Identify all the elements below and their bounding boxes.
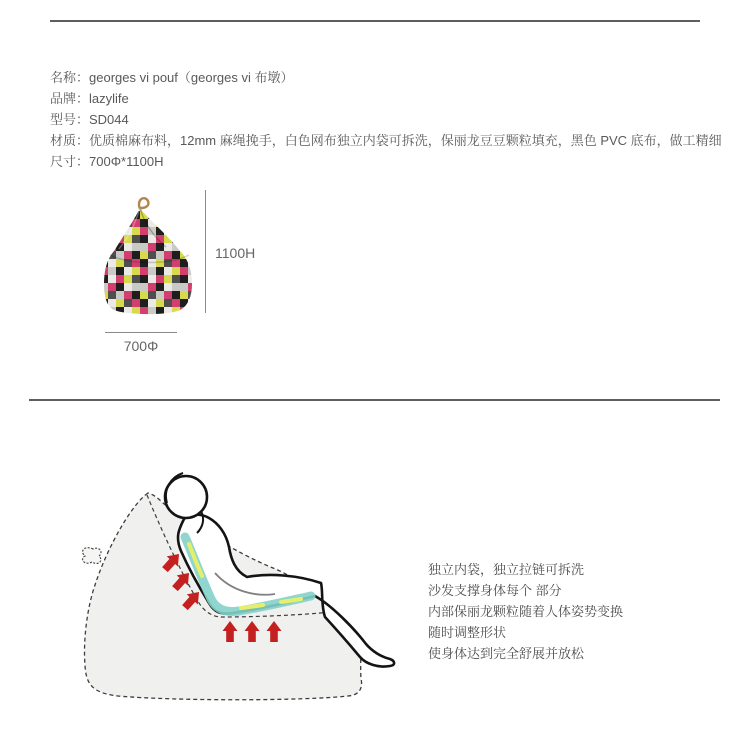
height-label: 1100H — [215, 245, 256, 261]
feature-line: 随时调整形状 — [428, 625, 507, 640]
feature-list — [428, 559, 623, 664]
feature-line: 使身体达到完全舒展并放松 — [428, 646, 585, 661]
height-dimension-line — [205, 190, 206, 313]
spec-line-size: 尺寸：700Φ*1100H — [50, 154, 164, 169]
pouf-body — [104, 208, 192, 314]
spec-line-material: 材质：优质棉麻布料，12mm 麻绳挽手，白色网布独立内袋可拆洗，保丽龙豆豆颗粒填充，黑色 PVC 底布，做工精细 — [50, 133, 722, 148]
product-spec-list — [50, 67, 722, 172]
rope-loop-icon — [139, 198, 148, 209]
beanbag-rope-loop-icon — [83, 548, 102, 564]
feature-line: 内部保丽龙颗粒随着人体姿势变换 — [428, 604, 624, 619]
diameter-dimension-line — [105, 332, 177, 333]
beanbag-support-diagram — [63, 445, 423, 715]
section-divider-top — [50, 20, 700, 22]
spec-line-name: 名称：georges vi pouf（georges vi 布墩） — [50, 70, 294, 85]
diameter-label: 700Φ — [123, 338, 159, 354]
feature-line: 沙发支撑身体每个 部分 — [428, 583, 562, 598]
section-divider-middle — [29, 399, 720, 401]
pouf-product-image — [100, 195, 204, 315]
spec-line-model: 型号：SD044 — [50, 112, 129, 127]
spec-line-brand: 品牌：lazylife — [50, 91, 129, 106]
feature-line: 独立内袋，独立拉链可拆洗 — [428, 562, 585, 577]
